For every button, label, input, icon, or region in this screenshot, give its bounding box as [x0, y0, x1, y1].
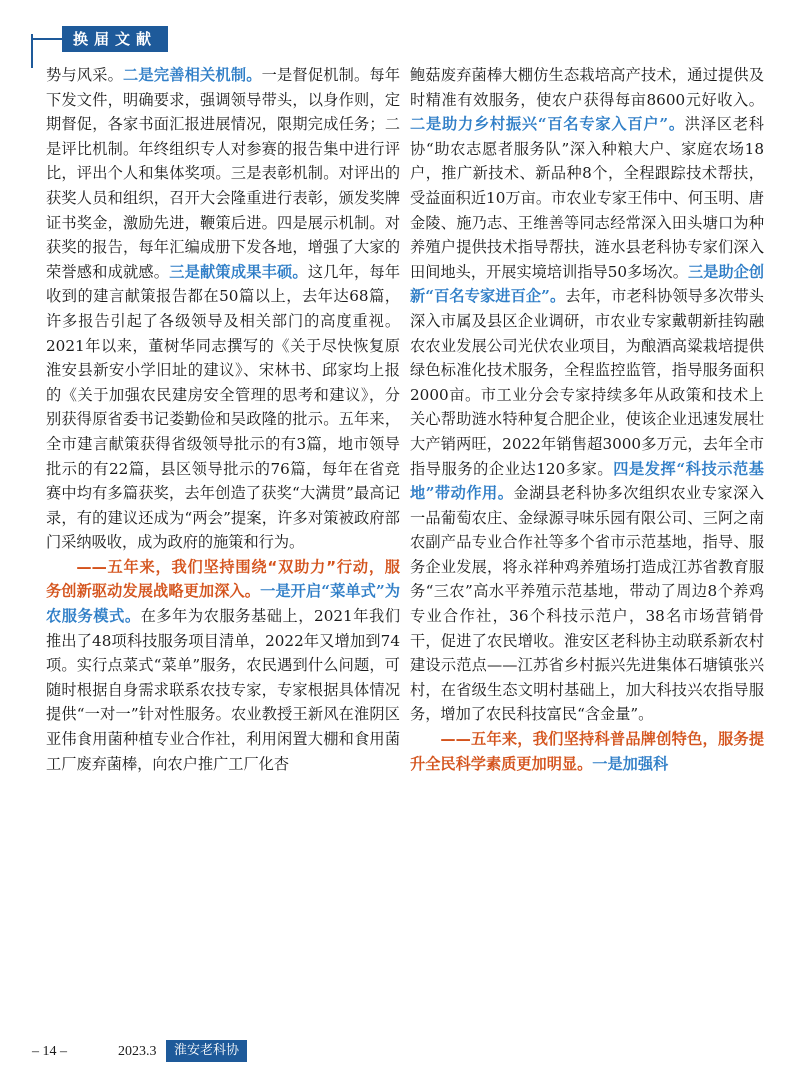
left-p1-heading-mechanism: 二是完善相关机制。 — [123, 66, 262, 84]
left-paragraph-2 — [46, 555, 400, 776]
right-p1-heading-experts-enterprises: 三是助企创新“百名专家进百企”。 — [410, 262, 765, 306]
right-p2-section-heading: ——五年来，我们坚持科普品牌创特色，服务提升全民科学素质更加明显。 — [410, 730, 764, 773]
right-p2-heading-science: 一是加强科 — [592, 754, 669, 773]
right-paragraph-1 — [410, 63, 764, 727]
issue-number: 2023.3 — [118, 1044, 157, 1059]
right-p1-text-2: 洪泽区老科协“助农志愿者服务队”深入种粮大户、家庭农场18户，推广新技术、新品种8个，全程跟踪技术帮扶，受益面积近10万亩。市农业专家王伟中、何玉明、唐金陵、施乃志、王维善等同志经常深入田头塘口为种养殖户提供技术指导帮扶，涟水县老科协专家们深入田间地头，开展实境培训指导50多场次。 — [410, 115, 764, 281]
section-tab: 换届文献 — [62, 26, 168, 52]
right-column — [410, 63, 764, 776]
right-p1-heading-demo-base: 四是发挥“科技示范基地”带动作用。 — [410, 459, 764, 503]
left-p1-heading-results: 三是献策成果丰硕。 — [169, 262, 308, 281]
left-p2-text: 在多年为农服务基础上，2021年我们推出了48项科技服务项目清单，2022年又增加到74项。实行点菜式“菜单”服务，农民遇到什么问题，可随时根据自身需求联系农技专家，专家根据具体情况提供“一对一”针对性服务。农业教授王新风在淮阴区亚伟食用菌种植专业合作社，利用闲置大棚和食用菌工厂废弃菌棒，向农户推广工厂化杏 — [46, 607, 401, 773]
magazine-name-badge: 淮安老科协 — [166, 1040, 247, 1062]
left-p1-text-3: 这几年，每年收到的建言献策报告都在50篇以上，去年达68篇，许多报告引起了各级领导及相关部门的高度重视。2021年以来，董树华同志撰写的《关于尽快恢复原淮安县新安小学旧址的建议》、宋林书、邱家均上报的《关于加强农民建房安全管理的思考和建议》，分别获得原省委书记娄勤俭和吴政隆的批示。五年来，全市建言献策获得省级领导批示的有3篇，地市领导批示的有22篇，县区领导批示的76篇，每年在省竞赛中均有多篇获奖，去年创造了获奖“大满贯”最高记录，有的建议还成为“两会”提案，许多对策被政府部门采纳吸收，成为政府的施策和行为。 — [46, 262, 401, 552]
right-paragraph-2 — [410, 727, 764, 776]
page-number: – 14 – — [32, 1044, 67, 1059]
left-p2-heading-menu: 一是开启“菜单式”为农服务模式。 — [46, 582, 401, 626]
left-paragraph-1 — [46, 63, 400, 555]
right-p1-text-4: 金湖县老科协多次组织农业专家深入一品葡萄农庄、金绿源寻味乐园有限公司、三阿之南农副产品专业合作社等多个省市示范基地，指导、服务企业发展，将永祥种鸡养殖场打造成江苏省教育服务“三农”高水平养殖示范基地，带动了周边8个养鸡专业合作社，36个科技示范户，38名市场营销骨干，促进了农民增收。淮安区老科协主动联系新农村建设示范点——江苏省乡村振兴先进集体石塘镇张兴村，在省级生态文明村基础上，加大科技兴农指导服务，增加了农民科技富民“含金量”。 — [410, 484, 764, 724]
right-p1-text-3: 去年，市老科协领导多次带头深入市属及县区企业调研，市农业专家戴朝新挂钩融农农业发展公司光伏农业项目，为酿酒高粱栽培提供绿色标准化技术服务，全程监控监管，指导服务面积2000亩。市工业分会专家持续多年从政策和技术上关心帮助涟水特种复合肥企业，使该企业迅速发展壮大产销两旺，2022年销售超3000多万元，去年全市指导服务的企业达120多家。 — [410, 287, 764, 478]
right-p1-text-1: 鲍菇废弃菌棒大棚仿生态栽培高产技术，通过提供及时精准有效服务，使农户获得每亩8600元好收入。 — [410, 66, 764, 109]
left-p1-text-2: 一是督促机制。每年下发文件，明确要求，强调领导带头，以身作则，定期督促，各家书面汇报进展情况，限期完成任务；二是评比机制。年终组织专人对参赛的报告集中进行评比，评出个人和集体奖项。三是表彰机制。对评出的获奖人员和组织，召开大会隆重进行表彰，颁发奖牌证书奖金，激励先进，鞭策后进。四是展示机制。对获奖的报告，每年汇编成册下发各地，增强了大家的荣誉感和成就感。 — [46, 66, 401, 281]
left-p2-section-heading: ——五年来，我们坚持围绕“双助力”行动，服务创新驱动发展战略更加深入。 — [46, 557, 400, 601]
left-column — [46, 63, 400, 776]
right-p1-heading-experts-households: 二是助力乡村振兴“百名专家入百户”。 — [410, 115, 685, 134]
left-p1-text-1: 势与风采。 — [46, 66, 124, 84]
